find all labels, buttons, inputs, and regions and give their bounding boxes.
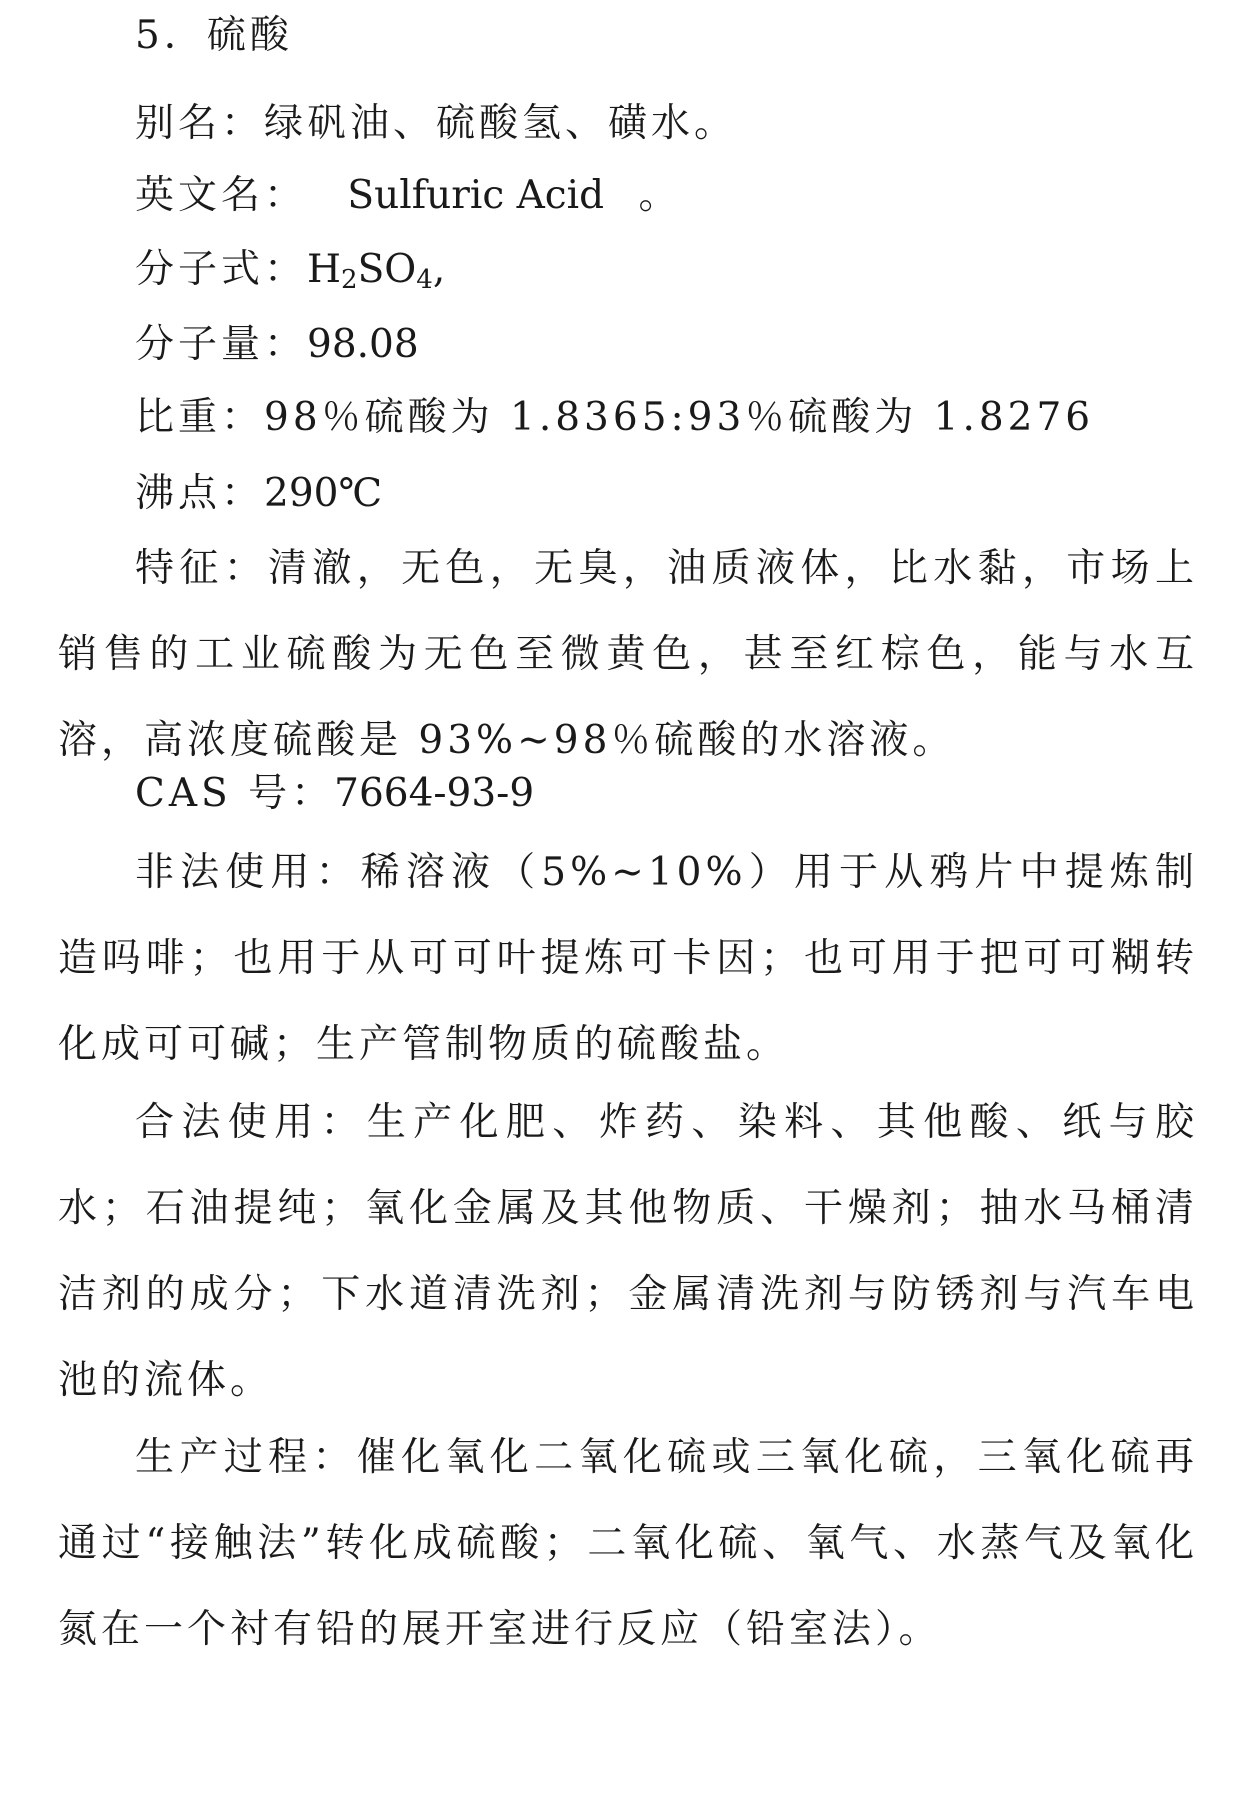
specific-gravity-value: 98％硫酸为 1.8365:93％硫酸为 1.8276 [264, 395, 1095, 440]
formula-subscript-2: 2 [341, 265, 358, 295]
formula-part-h: H [307, 247, 342, 292]
molecular-weight-line [135, 322, 419, 367]
boiling-point-line [135, 471, 383, 516]
boiling-point-label: 沸点： [135, 471, 265, 516]
molecular-weight-label: 分子量： [135, 322, 308, 367]
legal-use-paragraph: 合法使用：生产化肥、炸药、染料、其他酸、纸与胶水；石油提纯；氧化金属及其他物质、干燥剂；抽水马桶清洁剂的成分；下水道清洗剂；金属清洗剂与防锈剂与汽车电池的流体。 [58, 1100, 1198, 1403]
features-paragraph: 特征：清澈，无色，无臭，油质液体，比水黏，市场上销售的工业硫酸为无色至微黄色，甚至红棕色，能与水互溶，高浓度硫酸是 93%~98％硫酸的水溶液。 [58, 546, 1198, 763]
formula-part-so: SO [357, 247, 417, 292]
alias-value: 绿矾油、硫酸氢、磺水。 [264, 101, 738, 146]
specific-gravity-label: 比重： [135, 395, 265, 440]
formula-line [135, 247, 446, 295]
formula-comma: , [432, 247, 446, 292]
cas-label: CAS 号： [135, 771, 335, 816]
formula-subscript-4: 4 [416, 265, 433, 295]
alias-label: 别名： [135, 101, 265, 146]
molecular-weight-value: 98.08 [307, 322, 419, 367]
formula-value [307, 247, 446, 295]
english-name-value: Sulfuric Acid [347, 173, 605, 218]
english-name-line [135, 173, 682, 218]
cas-value: 7664-93-9 [334, 771, 535, 816]
english-name-label: 英文名： [135, 173, 308, 218]
illegal-use-paragraph: 非法使用：稀溶液（5%~10%）用于从鸦片中提炼制造吗啡；也用于从可可叶提炼可卡因；也可用于把可可糊转化成可可碱；生产管制物质的硫酸盐。 [58, 850, 1198, 1067]
section-heading: 5．硫酸 [135, 13, 293, 58]
production-paragraph: 生产过程：催化氧化二氧化硫或三氧化硫，三氧化硫再通过“接触法”转化成硫酸；二氧化硫、氧气、水蒸气及氧化氮在一个衬有铅的展开室进行反应（铅室法）。 [58, 1435, 1198, 1652]
english-name-suffix: 。 [638, 173, 682, 218]
alias-line [135, 101, 738, 146]
specific-gravity-line [135, 395, 1095, 440]
cas-line [135, 771, 535, 816]
boiling-point-value: 290℃ [264, 471, 383, 516]
formula-label: 分子式： [135, 247, 308, 292]
